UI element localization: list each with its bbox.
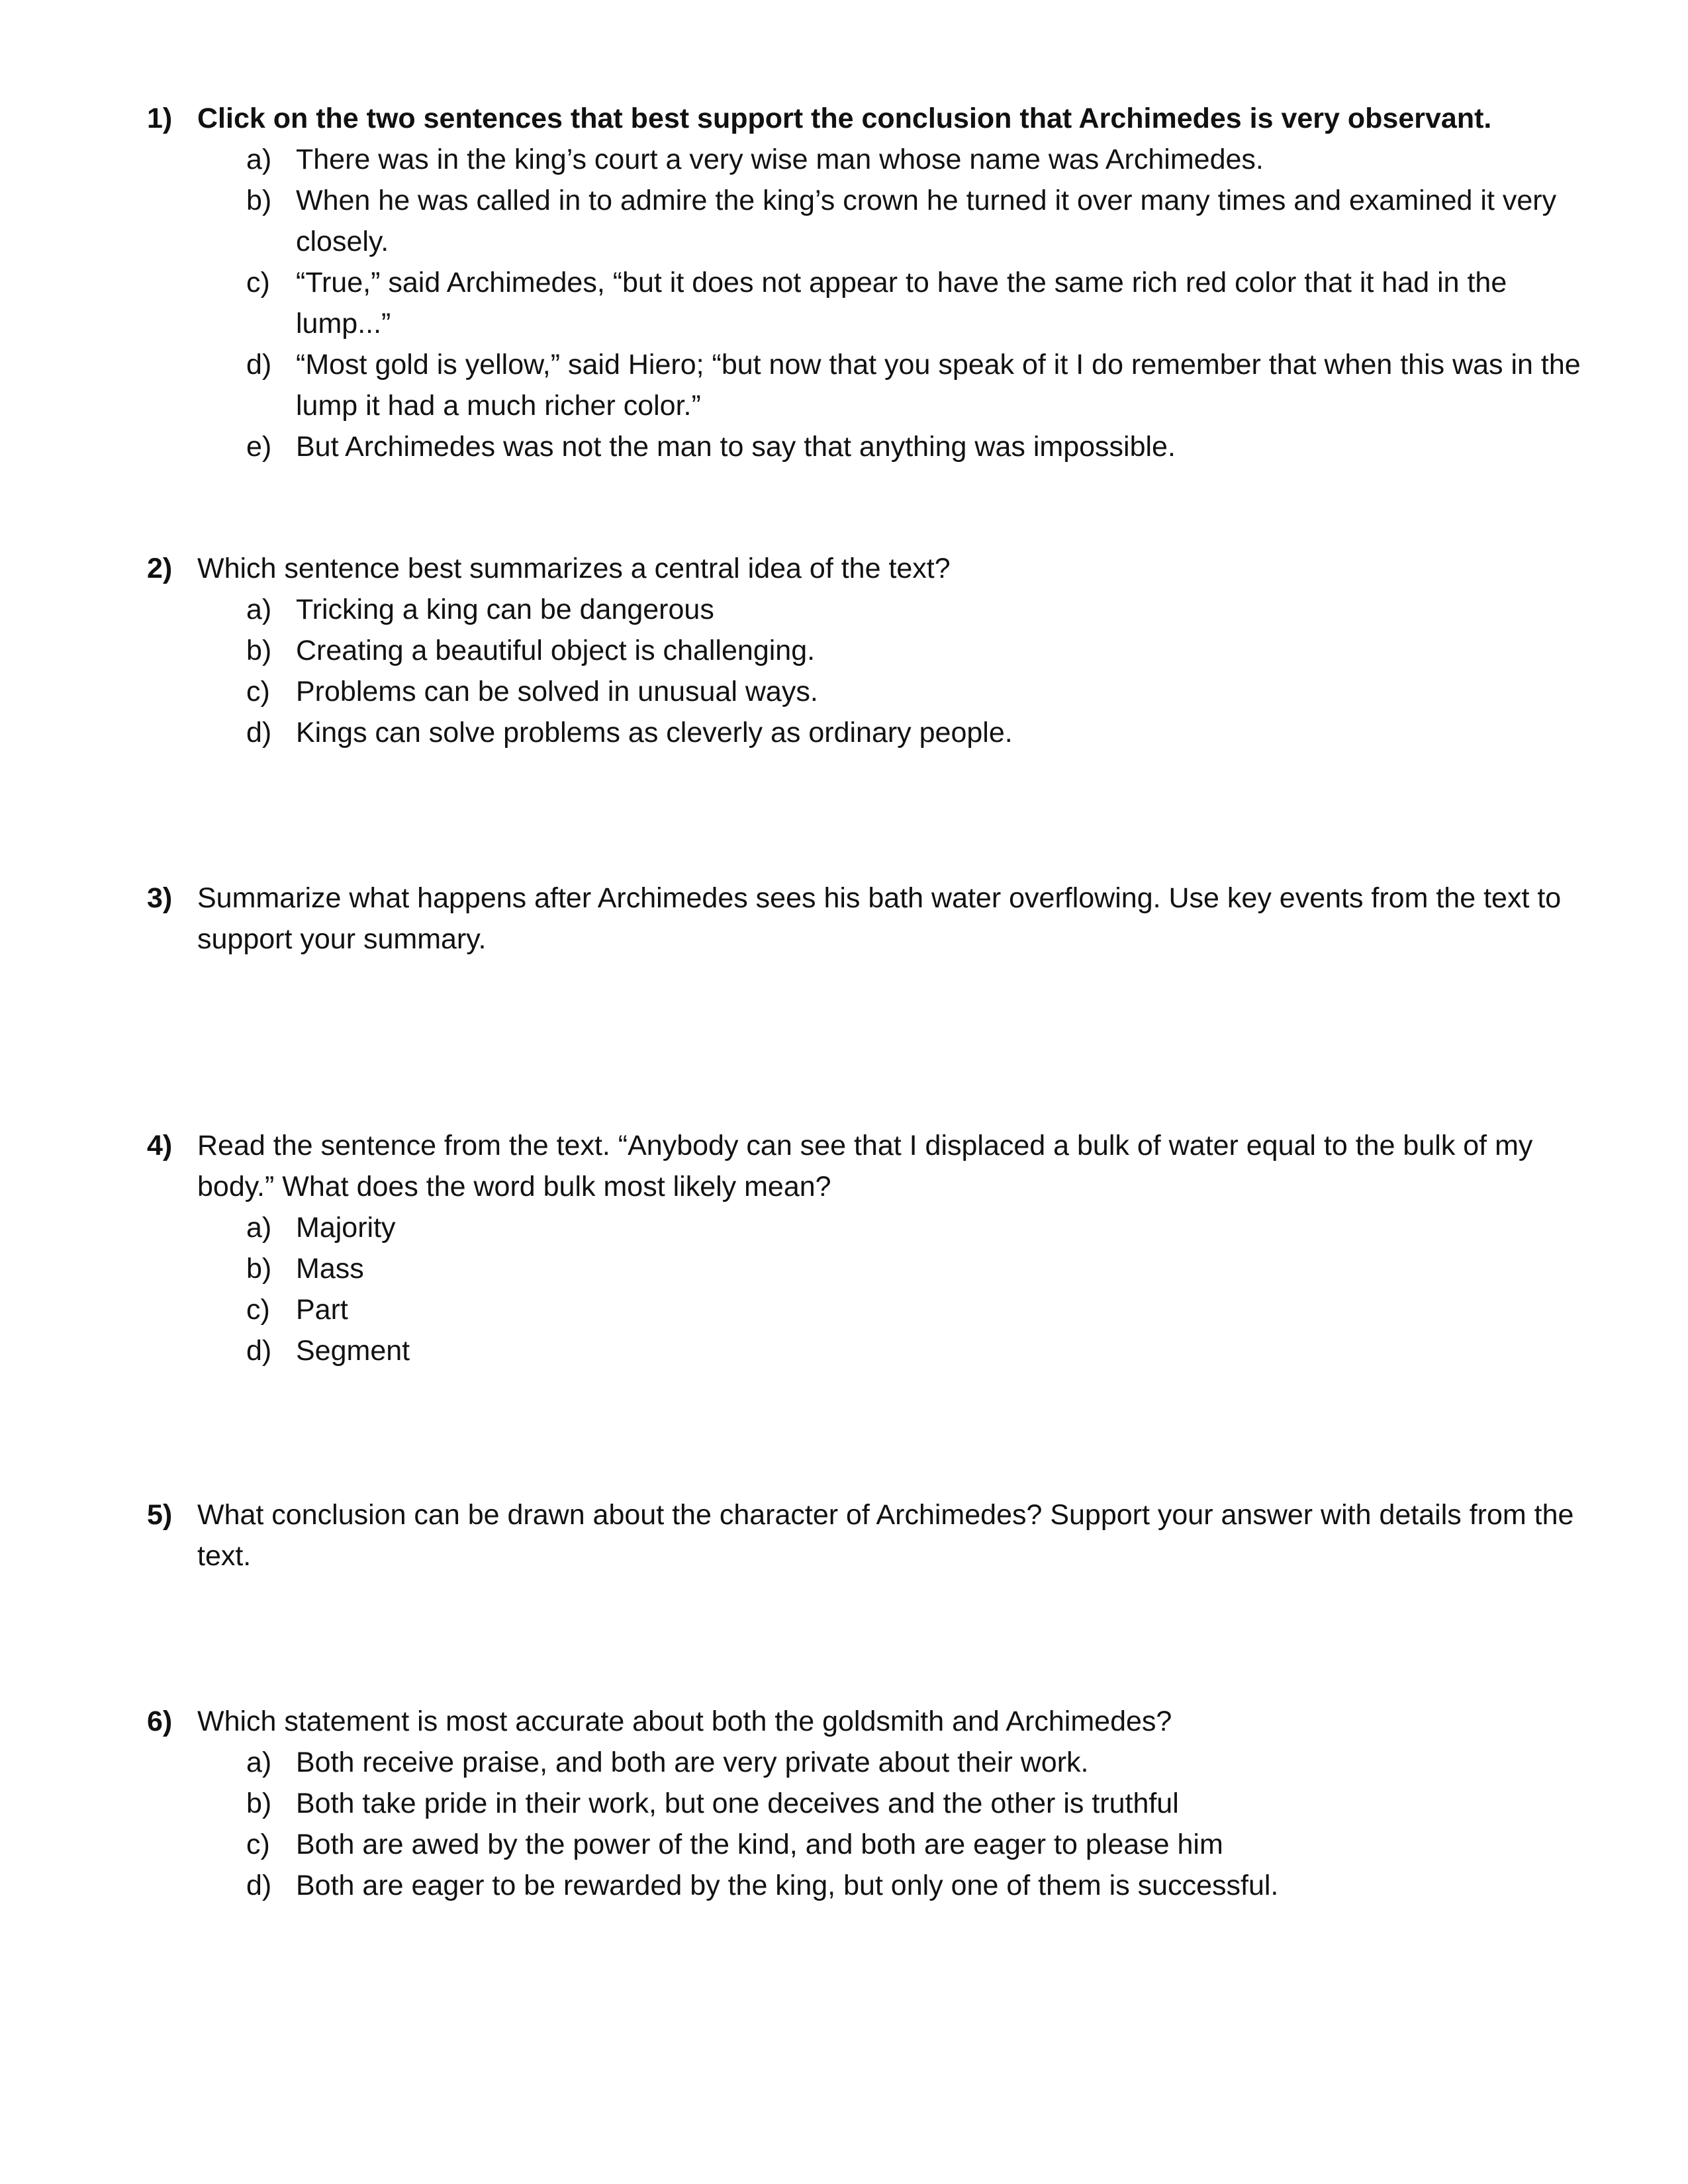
question-4 bbox=[147, 1125, 1590, 1371]
option-letter: d) bbox=[246, 349, 272, 381]
option-text[interactable]: Part bbox=[296, 1294, 348, 1326]
option-b[interactable] bbox=[246, 1783, 1590, 1824]
option-a[interactable] bbox=[246, 589, 1590, 630]
question-5 bbox=[147, 1494, 1590, 1576]
option-letter: d) bbox=[246, 1335, 272, 1367]
option-letter: d) bbox=[246, 717, 272, 749]
option-e[interactable] bbox=[246, 426, 1590, 467]
option-text[interactable]: Kings can solve problems as cleverly as ordinary people. bbox=[296, 717, 1013, 749]
option-text[interactable]: Both are eager to be rewarded by the king, but only one of them is successful. bbox=[296, 1870, 1279, 1901]
option-a[interactable] bbox=[246, 139, 1590, 180]
answer-options bbox=[147, 139, 1590, 467]
option-text[interactable]: Both receive praise, and both are very private about their work. bbox=[296, 1747, 1089, 1778]
question-number: 1) bbox=[147, 103, 173, 134]
option-letter: b) bbox=[246, 185, 272, 216]
option-a[interactable] bbox=[246, 1207, 1590, 1248]
option-letter: b) bbox=[246, 1253, 272, 1285]
question-2 bbox=[147, 548, 1590, 753]
option-text[interactable]: “True,” said Archimedes, “but it does not appear to have the same rich red color that it had in the lump...” bbox=[296, 267, 1507, 340]
option-b[interactable] bbox=[246, 1248, 1590, 1289]
option-letter: c) bbox=[246, 1294, 270, 1326]
option-letter: a) bbox=[246, 1212, 272, 1244]
option-d[interactable] bbox=[246, 1865, 1590, 1906]
question-1 bbox=[147, 98, 1590, 467]
question-text: What conclusion can be drawn about the character of Archimedes? Support your answer with details from the text. bbox=[197, 1499, 1574, 1572]
option-text[interactable]: Mass bbox=[296, 1253, 364, 1285]
question-number: 4) bbox=[147, 1130, 173, 1161]
question-text: Read the sentence from the text. “Anybody can see that I displaced a bulk of water equal to the bulk of my body.” What does the word bulk most likely mean? bbox=[197, 1130, 1533, 1203]
option-c[interactable] bbox=[246, 1289, 1590, 1330]
option-letter: b) bbox=[246, 635, 272, 666]
option-text[interactable]: Tricking a king can be dangerous bbox=[296, 594, 714, 625]
question-text: Which sentence best summarizes a central idea of the text? bbox=[197, 553, 951, 584]
option-letter: c) bbox=[246, 1829, 270, 1860]
option-b[interactable] bbox=[246, 180, 1590, 262]
question-number: 6) bbox=[147, 1706, 173, 1737]
question-text: Click on the two sentences that best support the conclusion that Archimedes is very observant. bbox=[197, 103, 1492, 134]
option-letter: a) bbox=[246, 144, 272, 175]
question-3 bbox=[147, 878, 1590, 960]
option-text[interactable]: Both are awed by the power of the kind, and both are eager to please him bbox=[296, 1829, 1223, 1860]
option-text[interactable]: Creating a beautiful object is challenging. bbox=[296, 635, 816, 666]
answer-options bbox=[147, 1742, 1590, 1906]
option-text[interactable]: Both take pride in their work, but one deceives and the other is truthful bbox=[296, 1788, 1179, 1819]
option-letter: c) bbox=[246, 676, 270, 707]
option-d[interactable] bbox=[246, 1330, 1590, 1371]
question-text: Summarize what happens after Archimedes sees his bath water overflowing. Use key events from the text to support your summary. bbox=[197, 882, 1562, 955]
option-text[interactable]: But Archimedes was not the man to say that anything was impossible. bbox=[296, 431, 1176, 463]
question-number: 2) bbox=[147, 553, 173, 584]
option-text[interactable]: “Most gold is yellow,” said Hiero; “but now that you speak of it I do remember that when this was in the lump it had a much richer color.” bbox=[296, 349, 1581, 422]
option-letter: a) bbox=[246, 594, 272, 625]
option-b[interactable] bbox=[246, 630, 1590, 671]
option-text[interactable]: There was in the king’s court a very wise man whose name was Archimedes. bbox=[296, 144, 1264, 175]
option-letter: d) bbox=[246, 1870, 272, 1901]
option-c[interactable] bbox=[246, 1824, 1590, 1865]
option-text[interactable]: Problems can be solved in unusual ways. bbox=[296, 676, 818, 707]
option-d[interactable] bbox=[246, 712, 1590, 753]
question-number: 5) bbox=[147, 1499, 173, 1531]
option-letter: b) bbox=[246, 1788, 272, 1819]
option-c[interactable] bbox=[246, 671, 1590, 712]
option-d[interactable] bbox=[246, 344, 1590, 426]
answer-options bbox=[147, 1207, 1590, 1371]
answer-options bbox=[147, 589, 1590, 753]
option-text[interactable]: Majority bbox=[296, 1212, 396, 1244]
option-text[interactable]: When he was called in to admire the king’s crown he turned it over many times and examined it very closely. bbox=[296, 185, 1557, 257]
option-letter: a) bbox=[246, 1747, 272, 1778]
option-text[interactable]: Segment bbox=[296, 1335, 410, 1367]
question-6 bbox=[147, 1701, 1590, 1906]
option-a[interactable] bbox=[246, 1742, 1590, 1783]
option-c[interactable] bbox=[246, 262, 1590, 344]
option-letter: c) bbox=[246, 267, 270, 298]
question-text: Which statement is most accurate about both the goldsmith and Archimedes? bbox=[197, 1706, 1172, 1737]
question-number: 3) bbox=[147, 882, 173, 914]
option-letter: e) bbox=[246, 431, 272, 463]
